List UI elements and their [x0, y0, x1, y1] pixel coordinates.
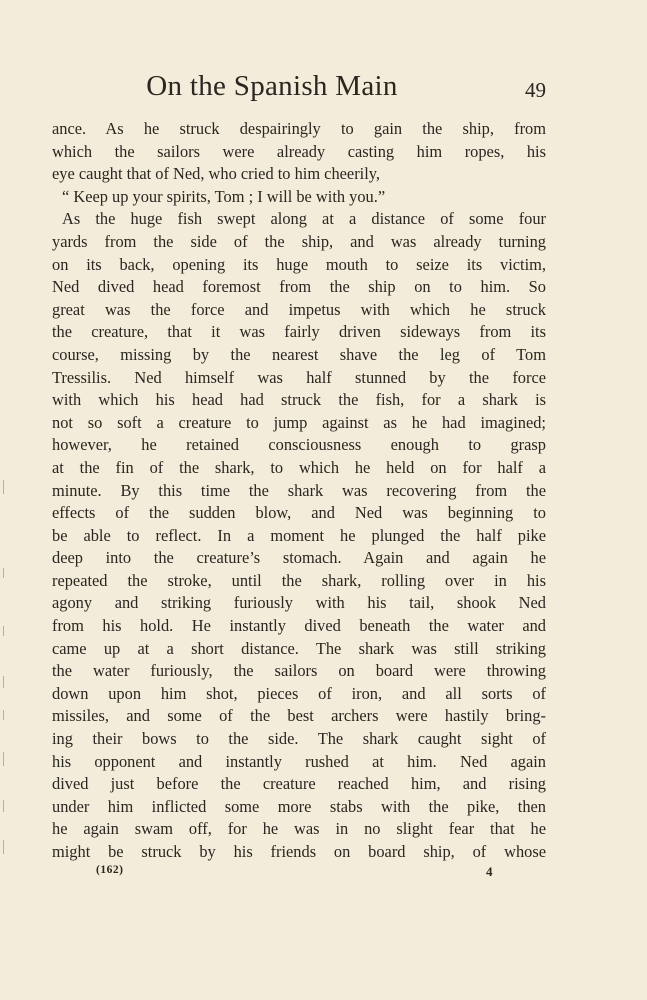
text-line: missiles, and some of the best archers were hastily bring- — [52, 706, 546, 726]
text-line: eye caught that of Ned, who cried to him cheerily, — [52, 164, 380, 184]
text-line: from his hold. He instantly dived beneath the water and — [52, 616, 546, 636]
text-line: great was the force and impetus with which he struck — [52, 299, 546, 319]
page-footer — [52, 864, 546, 882]
text-line: dived just before the creature reached him, and rising — [52, 774, 546, 794]
text-line: at the fin of the shark, to which he held on for half a — [52, 457, 546, 477]
text-line: the water furiously, the sailors on board were throwing — [52, 661, 546, 681]
running-head — [52, 66, 546, 106]
text-line: on its back, opening its huge mouth to seize its victim, — [52, 254, 546, 274]
text-line: ance. As he struck despairingly to gain the ship, from — [52, 119, 546, 138]
text-line: repeated the stroke, until the shark, rolling over in his — [52, 570, 546, 590]
text-line: his opponent and instantly rushed at him. Ned again — [52, 751, 546, 771]
text-line: Tressilis. Ned himself was half stunned by the force — [52, 367, 546, 387]
text-line: As the huge fish swept along at a distance of some four — [62, 209, 546, 229]
running-title: On the Spanish Main — [146, 70, 398, 102]
text-line: under him inflicted some more stabs with the pike, then — [52, 796, 546, 816]
text-line: he again swam off, for he was in no slight fear that he — [52, 819, 546, 839]
text-line: which the sailors were already casting him ropes, his — [52, 141, 546, 161]
text-line: “ Keep up your spirits, Tom ; I will be with you.” — [62, 186, 386, 206]
text-line: Ned dived head foremost from the ship on to him. So — [52, 277, 546, 297]
text-line: be able to reflect. In a moment he plunged the half pike — [52, 525, 546, 545]
body-text — [52, 118, 546, 864]
text-line: minute. By this time the shark was recovering from the — [52, 480, 546, 500]
text-line: the creature, that it was fairly driven sideways from its — [52, 322, 546, 342]
text-line: not so soft a creature to jump against as he had imagined; — [52, 412, 546, 432]
text-line: yards from the side of the ship, and was already turning — [52, 231, 546, 251]
text-line: came up at a short distance. The shark was still striking — [52, 638, 546, 658]
text-line: however, he retained consciousness enough to grasp — [52, 435, 546, 455]
text-line: might be struck by his friends on board ship, of whose — [52, 842, 546, 861]
binding-gutter-marks — [0, 440, 10, 860]
gathering-mark: 4 — [486, 864, 493, 879]
text-line: with which his head had struck the fish, for a shark is — [52, 390, 546, 410]
text-line: course, missing by the nearest shave the leg of Tom — [52, 344, 546, 364]
text-line: down upon him shot, pieces of iron, and all sorts of — [52, 683, 546, 703]
text-line: deep into the creature’s stomach. Again and again he — [52, 548, 546, 568]
text-line: ing their bows to the side. The shark caught sight of — [52, 729, 546, 749]
page-number: 49 — [525, 78, 546, 102]
printer-signature: (162) — [96, 864, 124, 876]
text-line: agony and striking furiously with his tail, shook Ned — [52, 593, 546, 613]
text-line: effects of the sudden blow, and Ned was beginning to — [52, 503, 546, 523]
